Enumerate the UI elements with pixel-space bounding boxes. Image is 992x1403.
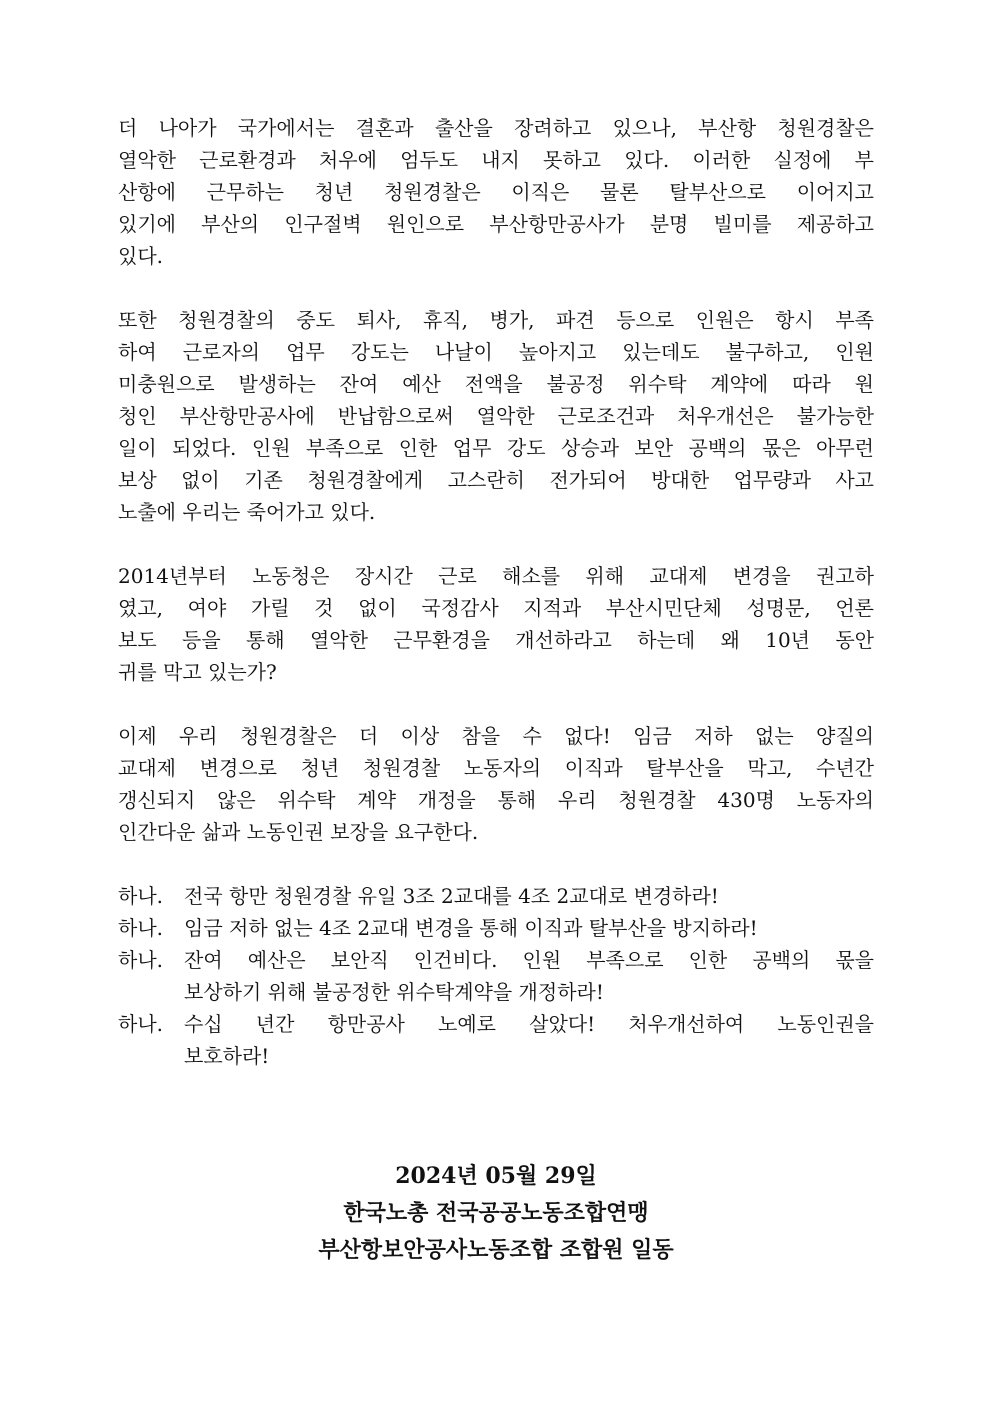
paragraph-line: 2014년부터 노동청은 장시간 근로 해소를 위해 교대제 변경을 권고하: [118, 564, 874, 588]
demand-line: 임금 저하 없는 4조 2교대 변경을 통해 이직과 탈부산을 방지하라!: [184, 916, 758, 940]
demand-line: 보호하라!: [184, 1044, 270, 1068]
paragraph-1: [118, 112, 874, 272]
signature-federation: 한국노총 전국공공노동조합연맹: [343, 1200, 649, 1226]
paragraph-line: 교대제 변경으로 청년 청원경찰 노동자의 이직과 탈부산을 막고, 수년간: [118, 756, 874, 780]
demand-text: [184, 912, 874, 944]
paragraph-line: 인간다운 삶과 노동인권 보장을 요구한다.: [118, 820, 479, 844]
demand-line: 전국 항만 청원경찰 유일 3조 2교대를 4조 2교대로 변경하라!: [184, 884, 719, 908]
demand-item-4: [118, 1008, 874, 1072]
paragraph-line: 갱신되지 않은 위수탁 계약 개정을 통해 우리 청원경찰 430명 노동자의: [118, 788, 874, 812]
demands-list: [118, 880, 874, 1072]
paragraph-line: 있기에 부산의 인구절벽 원인으로 부산항만공사가 분명 빌미를 제공하고: [118, 212, 874, 236]
paragraph-line: 열악한 근로환경과 처우에 엄두도 내지 못하고 있다. 이러한 실정에 부: [118, 148, 874, 172]
demand-prefix: 하나.: [118, 884, 163, 908]
paragraph-4: [118, 720, 874, 848]
demand-text: [184, 1008, 874, 1072]
demand-prefix: 하나.: [118, 916, 163, 940]
paragraph-line: 산항에 근무하는 청년 청원경찰은 이직은 물론 탈부산으로 이어지고: [118, 180, 874, 204]
paragraph-line: 또한 청원경찰의 중도 퇴사, 휴직, 병가, 파견 등으로 인원은 항시 부족: [118, 308, 874, 332]
demand-prefix: 하나.: [118, 1012, 163, 1036]
paragraph-line: 였고, 여야 가릴 것 없이 국정감사 지적과 부산시민단체 성명문, 언론: [118, 596, 874, 620]
paragraph-line: 보도 등을 통해 열악한 근무환경을 개선하라고 하는데 왜 10년 동안: [118, 628, 874, 652]
paragraph-line: 노출에 우리는 죽어가고 있다.: [118, 500, 376, 524]
signature-block: [0, 1158, 992, 1269]
paragraph-line: 청인 부산항만공사에 반납함으로써 열악한 근로조건과 처우개선은 불가능한: [118, 404, 874, 428]
demand-text: [184, 880, 874, 912]
paragraph-line: 귀를 막고 있는가?: [118, 660, 277, 684]
demand-item-1: [118, 880, 874, 912]
paragraph-line: 있다.: [118, 244, 163, 268]
signature-union: 부산항보안공사노동조합 조합원 일동: [318, 1237, 674, 1263]
paragraph-2: [118, 304, 874, 528]
signature-date: 2024년 05월 29일: [395, 1163, 597, 1189]
demand-line: 잔여 예산은 보안직 인건비다. 인원 부족으로 인한 공백의 몫을: [184, 948, 874, 972]
document-body: [118, 112, 874, 1072]
paragraph-line: 미충원으로 발생하는 잔여 예산 전액을 불공정 위수탁 계약에 따라 원: [118, 372, 874, 396]
demand-item-2: [118, 912, 874, 944]
paragraph-line: 이제 우리 청원경찰은 더 이상 참을 수 없다! 임금 저하 없는 양질의: [118, 724, 874, 748]
paragraph-line: 더 나아가 국가에서는 결혼과 출산을 장려하고 있으나, 부산항 청원경찰은: [118, 116, 874, 140]
paragraph-3: [118, 560, 874, 688]
paragraph-line: 보상 없이 기존 청원경찰에게 고스란히 전가되어 방대한 업무량과 사고: [118, 468, 874, 492]
demand-line: 보상하기 위해 불공정한 위수탁계약을 개정하라!: [184, 980, 604, 1004]
paragraph-line: 하여 근로자의 업무 강도는 나날이 높아지고 있는데도 불구하고, 인원: [118, 340, 874, 364]
demand-line: 수십 년간 항만공사 노예로 살았다! 처우개선하여 노동인권을: [184, 1012, 874, 1036]
demand-text: [184, 944, 874, 1008]
demand-prefix: 하나.: [118, 948, 163, 972]
paragraph-line: 일이 되었다. 인원 부족으로 인한 업무 강도 상승과 보안 공백의 몫은 아무런: [118, 436, 874, 460]
demand-item-3: [118, 944, 874, 1008]
